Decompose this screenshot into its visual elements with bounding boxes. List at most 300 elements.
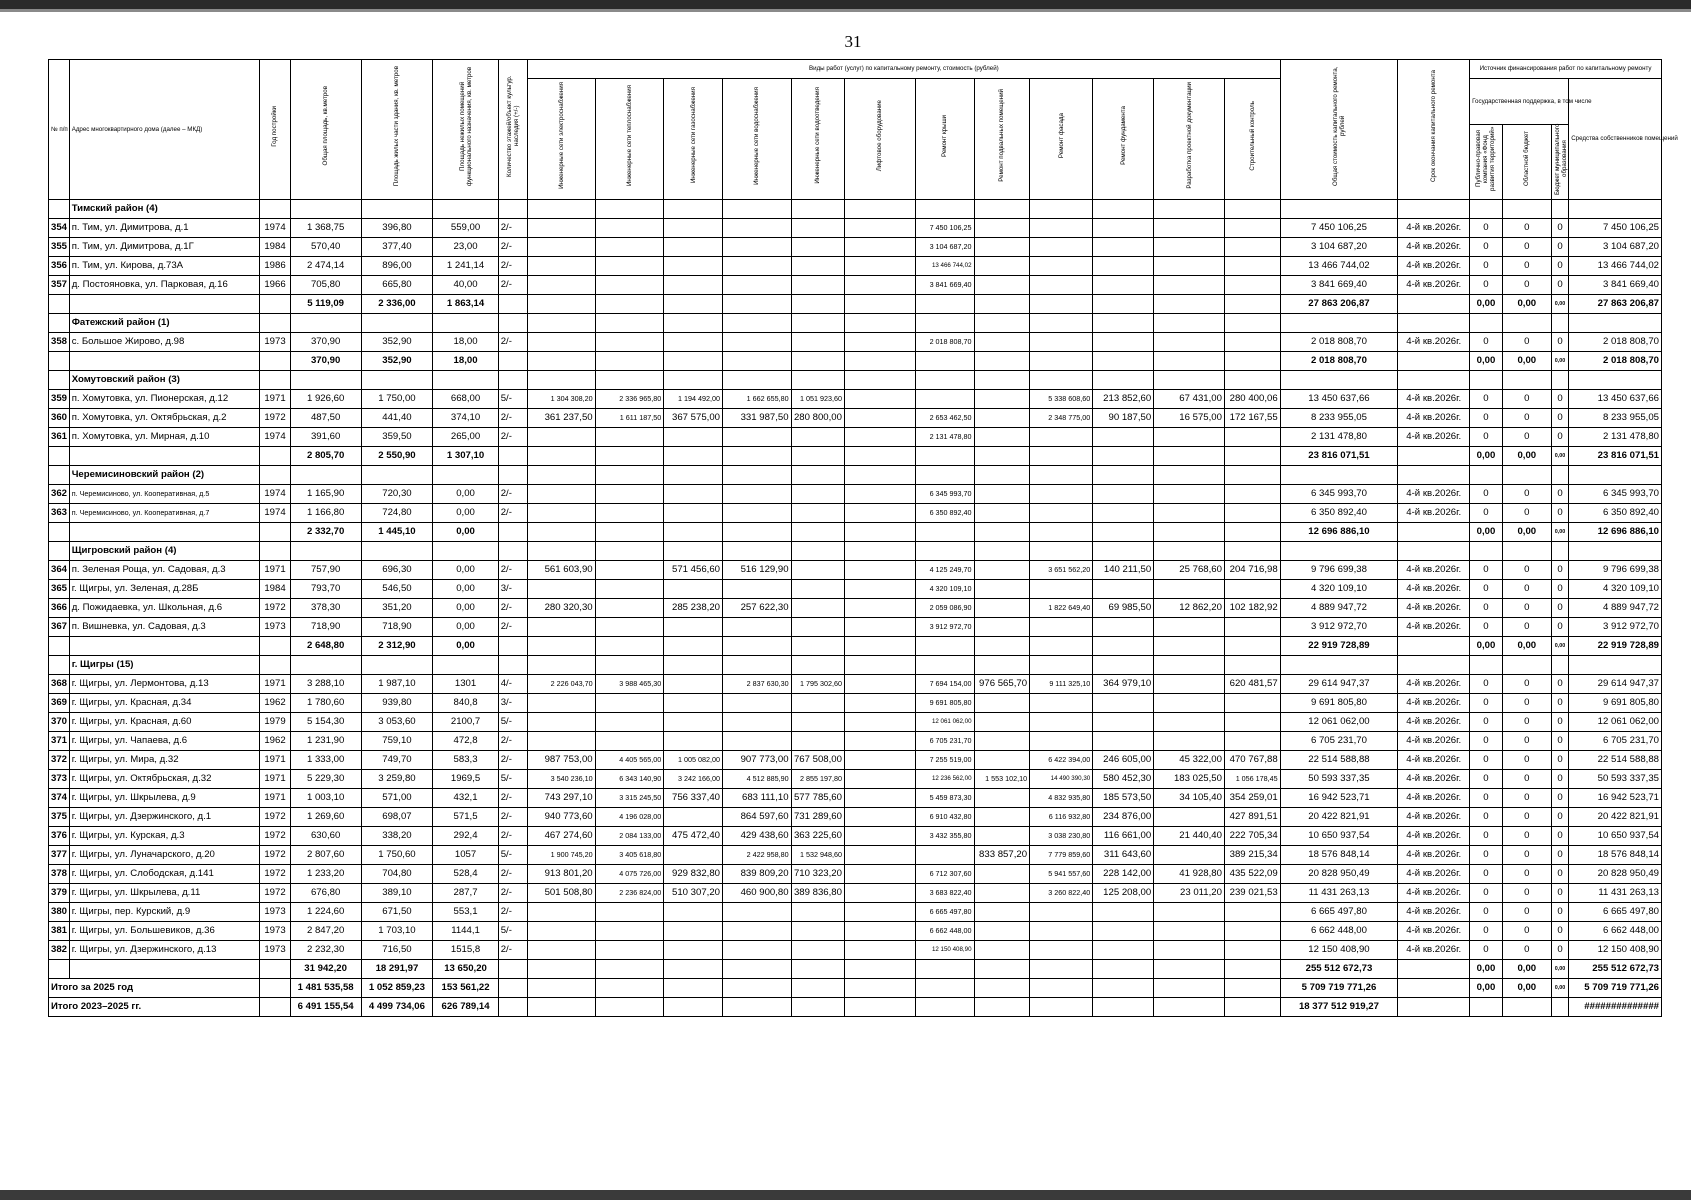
total-cost-cell: 6 350 892,40	[1280, 504, 1398, 523]
municipal-budget-cell: 0	[1551, 884, 1568, 903]
owners-funds-cell: 2 018 808,70	[1569, 333, 1662, 352]
regional-budget-cell: 0	[1502, 409, 1551, 428]
empty-cell	[791, 637, 844, 656]
empty-cell	[1502, 466, 1551, 485]
work-sewage-cell	[791, 485, 844, 504]
floors-cell: 5/-	[498, 390, 527, 409]
work-facade-cell: 7 779 859,60	[1030, 846, 1093, 865]
empty-cell	[1154, 352, 1225, 371]
empty-cell	[974, 200, 1030, 219]
section-row	[49, 466, 1662, 485]
year-cell: 1972	[260, 827, 290, 846]
empty-cell	[1569, 656, 1662, 675]
total-cost-cell: 6 662 448,00	[1280, 922, 1398, 941]
empty-cell	[1154, 295, 1225, 314]
empty-cell	[1224, 542, 1280, 561]
work-facade-cell: 1 822 649,40	[1030, 599, 1093, 618]
living-area-sum: 352,90	[361, 352, 433, 371]
empty-cell	[1551, 200, 1568, 219]
floors-cell: 2/-	[498, 618, 527, 637]
total-cost-cell: 13 450 637,66	[1280, 390, 1398, 409]
work-gas-cell: 367 575,00	[664, 409, 723, 428]
floors-cell: 2/-	[498, 238, 527, 257]
work-water-cell	[723, 903, 792, 922]
work-roof-cell: 6 705 231,70	[915, 732, 974, 751]
living-area-cell: 352,90	[361, 333, 433, 352]
regional-budget-sum	[1502, 998, 1551, 1017]
year-cell: 1971	[260, 675, 290, 694]
empty-cell	[498, 295, 527, 314]
regional-budget-cell: 0	[1502, 694, 1551, 713]
work-foundation-cell	[1093, 219, 1154, 238]
empty-cell	[1224, 371, 1280, 390]
empty-cell	[1470, 314, 1503, 333]
empty-cell	[1030, 200, 1093, 219]
header-work-heating: Инженерные сети теплоснабжения	[595, 79, 664, 200]
work-gas-cell	[664, 333, 723, 352]
empty-cell	[1398, 656, 1470, 675]
work-design-cell: 67 431,00	[1154, 390, 1225, 409]
work-lift-cell	[844, 238, 915, 257]
empty-cell	[1030, 447, 1093, 466]
work-control-cell	[1224, 941, 1280, 960]
work-heating-cell	[595, 561, 664, 580]
work-basement-cell: 976 565,70	[974, 675, 1030, 694]
work-sewage-cell: 767 508,00	[791, 751, 844, 770]
work-control-cell: 435 522,09	[1224, 865, 1280, 884]
year-cell: 1974	[260, 485, 290, 504]
page-number: 31	[844, 32, 862, 51]
total-cost-cell: 4 889 947,72	[1280, 599, 1398, 618]
work-gas-cell: 571 456,60	[664, 561, 723, 580]
empty-cell	[915, 998, 974, 1017]
empty-cell	[791, 295, 844, 314]
fund-sum: 0,00	[1470, 523, 1503, 542]
work-lift-cell	[844, 257, 915, 276]
work-electric-cell: 2 226 043,70	[528, 675, 596, 694]
empty-cell	[49, 200, 70, 219]
deadline-cell: 4-й кв.2026г.	[1398, 903, 1470, 922]
nonliving-area-cell: 553,1	[433, 903, 498, 922]
regional-budget-sum: 0,00	[1502, 979, 1551, 998]
work-sewage-cell: 577 785,60	[791, 789, 844, 808]
empty-cell	[974, 998, 1030, 1017]
empty-cell	[791, 466, 844, 485]
section-row	[49, 371, 1662, 390]
empty-cell	[69, 352, 260, 371]
empty-cell	[915, 447, 974, 466]
work-water-cell	[723, 485, 792, 504]
work-heating-cell: 2 336 965,80	[595, 390, 664, 409]
work-lift-cell	[844, 485, 915, 504]
work-lift-cell	[844, 694, 915, 713]
empty-cell	[433, 371, 498, 390]
total-area-cell: 570,40	[290, 238, 361, 257]
owners-funds-sum: 5 709 719 771,26	[1569, 979, 1662, 998]
regional-budget-cell: 0	[1502, 333, 1551, 352]
municipal-budget-cell: 0	[1551, 675, 1568, 694]
owners-funds-cell: 6 665 497,80	[1569, 903, 1662, 922]
owners-funds-cell: 50 593 337,35	[1569, 770, 1662, 789]
total-cost-sum: 12 696 886,10	[1280, 523, 1398, 542]
empty-cell	[664, 466, 723, 485]
municipal-budget-cell: 0	[1551, 865, 1568, 884]
regional-budget-cell: 0	[1502, 827, 1551, 846]
work-facade-cell	[1030, 903, 1093, 922]
living-area-sum: 1 445,10	[361, 523, 433, 542]
table-row	[49, 694, 1662, 713]
work-facade-cell: 6 422 394,00	[1030, 751, 1093, 770]
row-number: 356	[49, 257, 70, 276]
table-row	[49, 599, 1662, 618]
work-electric-cell: 1 900 745,20	[528, 846, 596, 865]
empty-cell	[723, 200, 792, 219]
empty-cell	[433, 542, 498, 561]
work-heating-cell: 1 611 187,50	[595, 409, 664, 428]
nonliving-area-cell: 265,00	[433, 428, 498, 447]
empty-cell	[260, 542, 290, 561]
empty-cell	[1093, 523, 1154, 542]
row-number: 360	[49, 409, 70, 428]
empty-cell	[1502, 314, 1551, 333]
municipal-budget-sum: 0,00	[1551, 447, 1568, 466]
work-foundation-cell	[1093, 428, 1154, 447]
work-foundation-cell	[1093, 580, 1154, 599]
work-lift-cell	[844, 770, 915, 789]
empty-cell	[528, 998, 596, 1017]
work-electric-cell: 3 540 236,10	[528, 770, 596, 789]
row-number: 361	[49, 428, 70, 447]
work-sewage-cell	[791, 713, 844, 732]
empty-cell	[723, 523, 792, 542]
work-water-cell	[723, 580, 792, 599]
work-roof-cell: 2 059 086,90	[915, 599, 974, 618]
empty-cell	[915, 295, 974, 314]
empty-cell	[1398, 466, 1470, 485]
address-cell: г. Щигры, ул. Дзержинского, д.13	[69, 941, 260, 960]
regional-budget-cell: 0	[1502, 485, 1551, 504]
table-row	[49, 713, 1662, 732]
empty-cell	[1398, 998, 1470, 1017]
empty-cell	[1224, 447, 1280, 466]
work-heating-cell: 4 405 565,00	[595, 751, 664, 770]
deadline-cell: 4-й кв.2026г.	[1398, 732, 1470, 751]
empty-cell	[844, 637, 915, 656]
total-area-cell: 2 807,60	[290, 846, 361, 865]
empty-cell	[498, 371, 527, 390]
living-area-cell: 698,07	[361, 808, 433, 827]
work-facade-cell	[1030, 504, 1093, 523]
work-water-cell	[723, 276, 792, 295]
total-area-cell: 1 926,60	[290, 390, 361, 409]
work-facade-cell: 4 832 935,80	[1030, 789, 1093, 808]
empty-cell	[1569, 314, 1662, 333]
work-gas-cell	[664, 580, 723, 599]
work-foundation-cell	[1093, 618, 1154, 637]
deadline-cell: 4-й кв.2026г.	[1398, 922, 1470, 941]
work-heating-cell: 2 236 824,00	[595, 884, 664, 903]
municipal-budget-cell: 0	[1551, 257, 1568, 276]
empty-cell	[49, 466, 70, 485]
empty-cell	[528, 371, 596, 390]
work-basement-cell	[974, 219, 1030, 238]
total-area-cell: 1 224,60	[290, 903, 361, 922]
year-cell: 1962	[260, 694, 290, 713]
empty-cell	[915, 656, 974, 675]
work-water-cell	[723, 219, 792, 238]
total-cost-cell: 12 061 062,00	[1280, 713, 1398, 732]
owners-funds-cell: 22 514 588,88	[1569, 751, 1662, 770]
work-gas-cell	[664, 846, 723, 865]
work-lift-cell	[844, 903, 915, 922]
total-cost-cell: 3 104 687,20	[1280, 238, 1398, 257]
year-cell: 1973	[260, 941, 290, 960]
year-cell: 1966	[260, 276, 290, 295]
work-control-cell: 102 182,92	[1224, 599, 1280, 618]
municipal-budget-cell: 0	[1551, 941, 1568, 960]
empty-cell	[69, 447, 260, 466]
work-sewage-cell	[791, 599, 844, 618]
work-electric-cell: 743 297,10	[528, 789, 596, 808]
work-roof-cell: 12 150 408,90	[915, 941, 974, 960]
nonliving-area-cell: 1057	[433, 846, 498, 865]
work-gas-cell	[664, 618, 723, 637]
work-lift-cell	[844, 789, 915, 808]
owners-funds-cell: 6 345 993,70	[1569, 485, 1662, 504]
living-area-cell: 377,40	[361, 238, 433, 257]
empty-cell	[528, 447, 596, 466]
work-foundation-cell	[1093, 713, 1154, 732]
work-lift-cell	[844, 219, 915, 238]
empty-cell	[361, 314, 433, 333]
row-number: 355	[49, 238, 70, 257]
address-cell: с. Большое Жирово, д.98	[69, 333, 260, 352]
owners-funds-cell: 20 422 821,91	[1569, 808, 1662, 827]
empty-cell	[260, 523, 290, 542]
owners-funds-cell: 12 061 062,00	[1569, 713, 1662, 732]
work-water-cell	[723, 941, 792, 960]
floors-cell: 2/-	[498, 504, 527, 523]
floors-cell: 2/-	[498, 732, 527, 751]
work-design-cell	[1154, 238, 1225, 257]
work-roof-cell: 6 665 497,80	[915, 903, 974, 922]
header-work-control: Строительный контроль	[1224, 79, 1280, 200]
fund-cell: 0	[1470, 561, 1503, 580]
empty-cell	[1093, 998, 1154, 1017]
fund-cell: 0	[1470, 922, 1503, 941]
work-lift-cell	[844, 561, 915, 580]
work-foundation-cell: 116 661,00	[1093, 827, 1154, 846]
empty-cell	[498, 656, 527, 675]
total-area-sum: 31 942,20	[290, 960, 361, 979]
work-control-cell	[1224, 257, 1280, 276]
section-row	[49, 200, 1662, 219]
section-title: Черемисиновский район (2)	[69, 466, 260, 485]
floors-cell: 3/-	[498, 694, 527, 713]
table-row	[49, 789, 1662, 808]
owners-funds-cell: 10 650 937,54	[1569, 827, 1662, 846]
empty-cell	[1154, 314, 1225, 333]
fund-cell: 0	[1470, 808, 1503, 827]
fund-cell: 0	[1470, 409, 1503, 428]
nonliving-area-cell: 1969,5	[433, 770, 498, 789]
empty-cell	[49, 656, 70, 675]
table-row	[49, 846, 1662, 865]
empty-cell	[433, 466, 498, 485]
work-roof-cell: 3 841 669,40	[915, 276, 974, 295]
regional-budget-sum: 0,00	[1502, 637, 1551, 656]
empty-cell	[1224, 466, 1280, 485]
fund-cell: 0	[1470, 390, 1503, 409]
empty-cell	[498, 200, 527, 219]
empty-cell	[260, 637, 290, 656]
work-facade-cell: 3 260 822,40	[1030, 884, 1093, 903]
living-area-cell: 389,10	[361, 884, 433, 903]
empty-cell	[260, 998, 290, 1017]
empty-cell	[844, 314, 915, 333]
empty-cell	[1398, 371, 1470, 390]
address-cell: г. Щигры, ул. Курская, д.3	[69, 827, 260, 846]
work-facade-cell	[1030, 713, 1093, 732]
empty-cell	[69, 523, 260, 542]
work-basement-cell	[974, 903, 1030, 922]
work-basement-cell	[974, 884, 1030, 903]
empty-cell	[595, 637, 664, 656]
empty-cell	[1470, 371, 1503, 390]
empty-cell	[1224, 656, 1280, 675]
floors-cell: 5/-	[498, 922, 527, 941]
empty-cell	[974, 960, 1030, 979]
work-heating-cell	[595, 941, 664, 960]
deadline-cell: 4-й кв.2026г.	[1398, 751, 1470, 770]
empty-cell	[915, 960, 974, 979]
owners-funds-cell: 29 614 947,37	[1569, 675, 1662, 694]
fund-cell: 0	[1470, 504, 1503, 523]
grand-total-row	[49, 979, 1662, 998]
work-roof-cell: 7 450 106,25	[915, 219, 974, 238]
work-gas-cell: 756 337,40	[664, 789, 723, 808]
work-electric-cell: 940 773,60	[528, 808, 596, 827]
empty-cell	[49, 371, 70, 390]
work-foundation-cell	[1093, 276, 1154, 295]
empty-cell	[664, 295, 723, 314]
empty-cell	[290, 656, 361, 675]
nonliving-area-cell: 840,8	[433, 694, 498, 713]
work-roof-cell: 6 662 448,00	[915, 922, 974, 941]
work-heating-cell	[595, 504, 664, 523]
work-heating-cell	[595, 485, 664, 504]
empty-cell	[723, 352, 792, 371]
empty-cell	[723, 371, 792, 390]
empty-cell	[1030, 295, 1093, 314]
work-electric-cell: 913 801,20	[528, 865, 596, 884]
table-row	[49, 390, 1662, 409]
municipal-budget-cell: 0	[1551, 238, 1568, 257]
work-basement-cell	[974, 865, 1030, 884]
owners-funds-cell: 4 320 109,10	[1569, 580, 1662, 599]
work-sewage-cell: 2 855 197,80	[791, 770, 844, 789]
work-basement-cell	[974, 789, 1030, 808]
empty-cell	[1093, 352, 1154, 371]
work-roof-cell: 13 466 744,02	[915, 257, 974, 276]
table-row	[49, 827, 1662, 846]
empty-cell	[290, 314, 361, 333]
work-lift-cell	[844, 390, 915, 409]
empty-cell	[1030, 637, 1093, 656]
empty-cell	[1030, 314, 1093, 333]
header-work-design: Разработка проектной документации	[1154, 79, 1225, 200]
empty-cell	[723, 960, 792, 979]
subtotal-row	[49, 960, 1662, 979]
work-heating-cell	[595, 599, 664, 618]
nonliving-area-cell: 18,00	[433, 333, 498, 352]
empty-cell	[260, 466, 290, 485]
empty-cell	[498, 542, 527, 561]
work-design-cell	[1154, 941, 1225, 960]
regional-budget-sum: 0,00	[1502, 295, 1551, 314]
work-control-cell	[1224, 922, 1280, 941]
empty-cell	[723, 447, 792, 466]
total-cost-cell: 2 018 808,70	[1280, 333, 1398, 352]
municipal-budget-cell: 0	[1551, 922, 1568, 941]
fund-cell: 0	[1470, 713, 1503, 732]
regional-budget-cell: 0	[1502, 390, 1551, 409]
living-area-cell: 359,50	[361, 428, 433, 447]
nonliving-area-cell: 40,00	[433, 276, 498, 295]
year-cell: 1962	[260, 732, 290, 751]
nonliving-area-cell: 0,00	[433, 599, 498, 618]
header-work-gas: Инженерные сети газоснабжения	[664, 79, 723, 200]
work-basement-cell	[974, 713, 1030, 732]
year-cell: 1971	[260, 770, 290, 789]
work-gas-cell	[664, 219, 723, 238]
empty-cell	[260, 200, 290, 219]
work-facade-cell	[1030, 694, 1093, 713]
empty-cell	[915, 352, 974, 371]
empty-cell	[791, 979, 844, 998]
empty-cell	[498, 466, 527, 485]
address-cell: г. Щигры, ул. Красная, д.60	[69, 713, 260, 732]
municipal-budget-sum: 0,00	[1551, 295, 1568, 314]
municipal-budget-cell: 0	[1551, 390, 1568, 409]
nonliving-area-cell: 559,00	[433, 219, 498, 238]
work-design-cell	[1154, 694, 1225, 713]
work-water-cell: 839 809,20	[723, 865, 792, 884]
work-design-cell: 23 011,20	[1154, 884, 1225, 903]
municipal-budget-sum: 0,00	[1551, 960, 1568, 979]
year-cell: 1973	[260, 618, 290, 637]
total-cost-cell: 20 828 950,49	[1280, 865, 1398, 884]
total-cost-cell: 9 796 699,38	[1280, 561, 1398, 580]
regional-budget-sum: 0,00	[1502, 352, 1551, 371]
fund-sum: 0,00	[1470, 960, 1503, 979]
empty-cell	[1224, 998, 1280, 1017]
work-gas-cell	[664, 504, 723, 523]
work-water-cell	[723, 428, 792, 447]
nonliving-area-cell: 571,5	[433, 808, 498, 827]
nonliving-area-cell: 0,00	[433, 504, 498, 523]
empty-cell	[498, 637, 527, 656]
work-basement-cell	[974, 485, 1030, 504]
total-cost-cell: 29 614 947,37	[1280, 675, 1398, 694]
header-finance-banner: Источник финансирования работ по капитальному ремонту	[1470, 60, 1662, 79]
table-row	[49, 865, 1662, 884]
work-facade-cell: 3 038 230,80	[1030, 827, 1093, 846]
total-cost-cell: 16 942 523,71	[1280, 789, 1398, 808]
work-water-cell	[723, 504, 792, 523]
work-foundation-cell: 69 985,50	[1093, 599, 1154, 618]
work-basement-cell	[974, 504, 1030, 523]
